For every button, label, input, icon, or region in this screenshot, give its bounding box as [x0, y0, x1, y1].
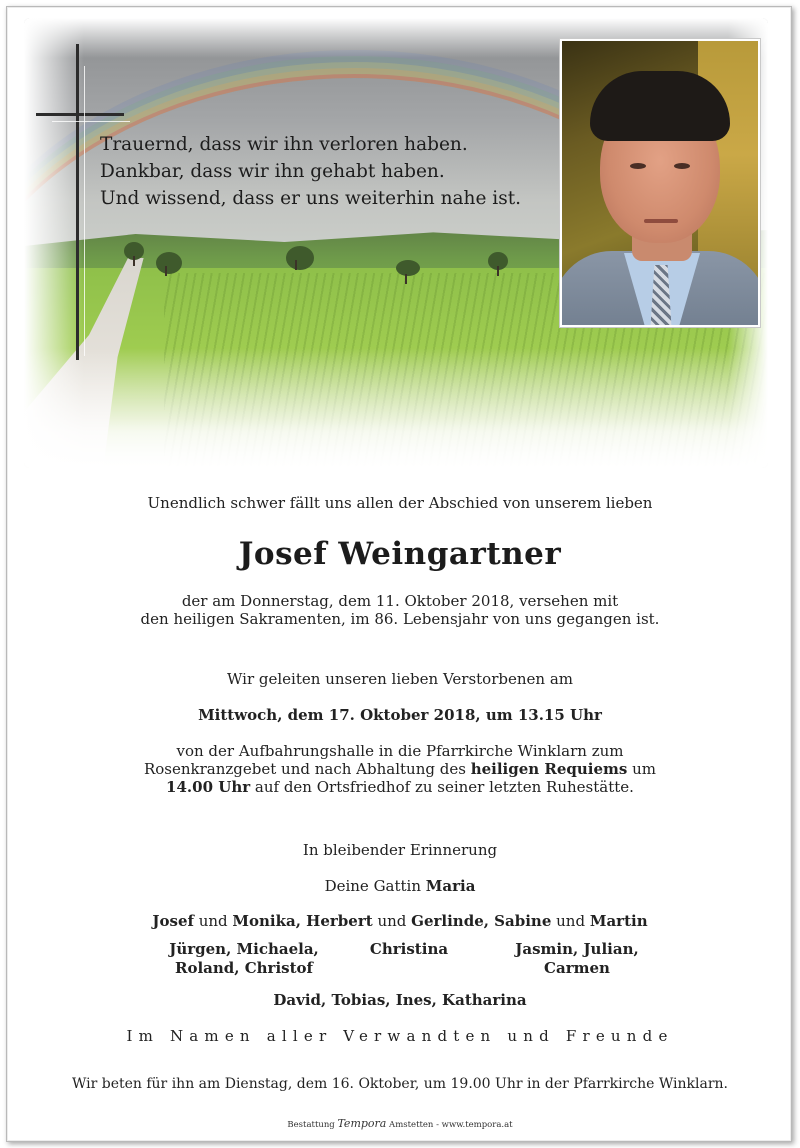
- death-line: den heiligen Sakramenten, im 86. Lebensjahr von uns gegangen ist.: [140, 610, 660, 628]
- cross-shadow: [52, 121, 130, 122]
- details-line: Rosenkranzgebet und nach Abhaltung des heiligen Requiems um: [143, 760, 657, 778]
- quote-line: Und wissend, dass er uns weiterhin nahe ist.: [100, 188, 522, 209]
- cross-shadow: [84, 66, 85, 356]
- burial-time: 14.00 Uhr: [166, 778, 251, 796]
- spouse-name: Maria: [425, 877, 476, 895]
- spouse-line: Deine Gattin Maria: [324, 877, 476, 895]
- relatives-line: Im Namen aller Verwandten und Freunde: [126, 1027, 674, 1045]
- fade: [24, 348, 768, 468]
- quote-line: Trauernd, dass wir ihn verloren haben.: [100, 134, 468, 155]
- grandchildren-right: Jasmin, Julian, Carmen: [515, 940, 639, 977]
- convoy-text: Wir geleiten unseren lieben Verstorbenen am: [227, 670, 573, 688]
- cross-icon: [76, 44, 79, 360]
- deceased-name: Josef Weingartner: [238, 536, 562, 572]
- quote-line: Dankbar, dass wir ihn gehabt haben.: [100, 161, 445, 182]
- memorial-quote: [100, 131, 560, 212]
- cross-icon-bar: [36, 113, 124, 116]
- death-line: der am Donnerstag, dem 11. Oktober 2018, versehen mit: [181, 592, 619, 610]
- tree: [488, 252, 508, 270]
- tree: [124, 242, 144, 260]
- details-line: 14.00 Uhr auf den Ortsfriedhof zu seiner letzten Ruhestätte.: [166, 778, 634, 796]
- funeral-details: [40, 742, 760, 796]
- requiem-highlight: heiligen Requiems: [470, 760, 628, 778]
- grandchildren-left: Jürgen, Michaela, Roland, Christof: [169, 940, 319, 977]
- tree: [286, 246, 314, 270]
- grandchildren-center: Christina: [369, 940, 449, 958]
- children-line: Josef und Monika, Herbert und Gerlinde, Sabine und Martin: [152, 912, 648, 930]
- memory-text: In bleibender Erinnerung: [302, 841, 498, 859]
- tree: [156, 252, 182, 274]
- details-line: von der Aufbahrungshalle in die Pfarrkirche Winklarn zum: [176, 742, 624, 760]
- prayer-notice: Wir beten für ihn am Dienstag, dem 16. Oktober, um 19.00 Uhr in der Pfarrkirche Winklarn.: [71, 1076, 729, 1092]
- portrait-photo: [560, 39, 760, 327]
- intro-text: Unendlich schwer fällt uns allen der Abschied von unserem lieben: [147, 494, 653, 512]
- great-grandchildren: David, Tobias, Ines, Katharina: [273, 991, 527, 1009]
- death-notice: [40, 592, 760, 628]
- tempora-logo: Tempora: [337, 1117, 387, 1130]
- funeral-date: Mittwoch, dem 17. Oktober 2018, um 13.15 Uhr: [198, 706, 602, 724]
- footer-credit: Bestattung Tempora Amstetten - www.tempora.at: [287, 1117, 513, 1130]
- tree: [396, 260, 420, 276]
